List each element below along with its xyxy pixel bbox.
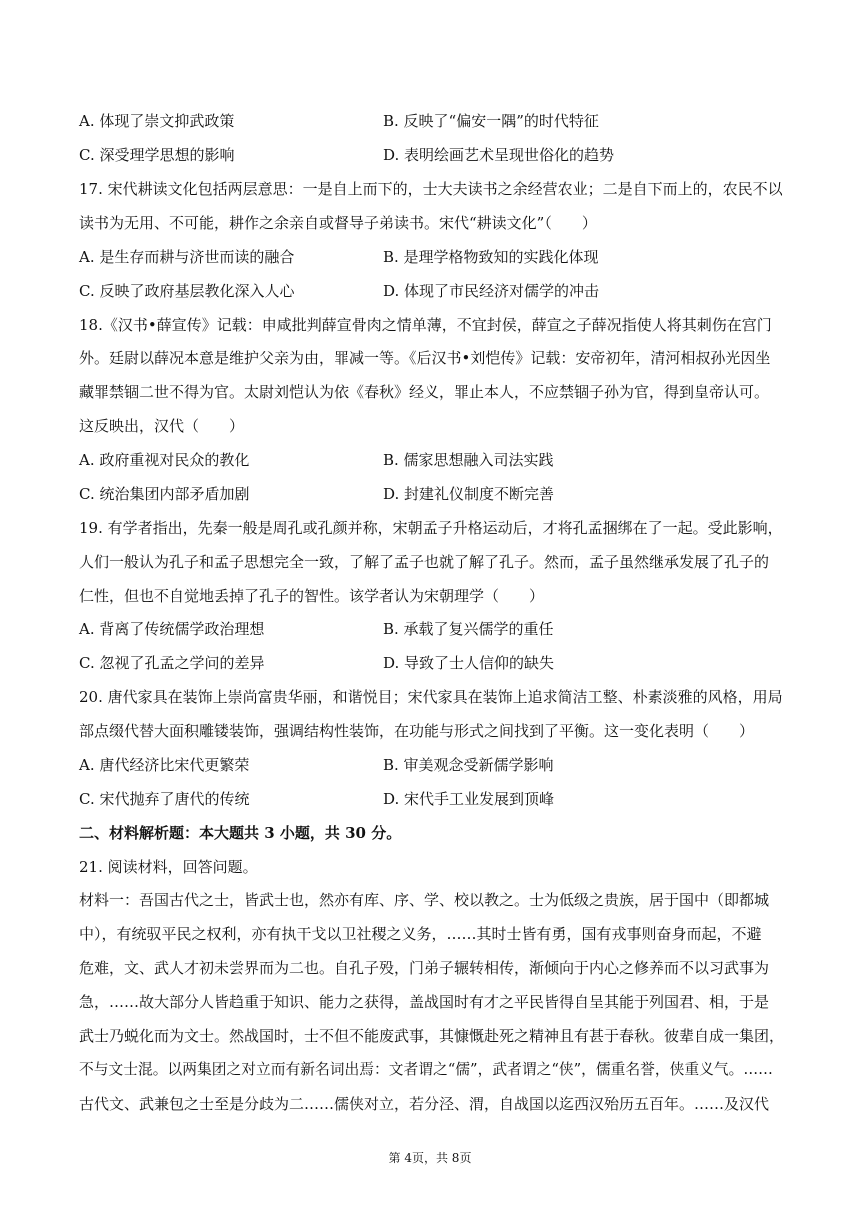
q21-material-line: 材料一：吾国古代之士，皆武士也，然亦有库、序、学、校以教之。士为低级之贵族，居于国中（即都城 xyxy=(79,891,770,909)
q19-option-row-1 xyxy=(79,619,784,639)
q18-option-a: A. 政府重视对民众的教化 xyxy=(79,451,250,469)
q21-material-line: 不与文士混。以两集团之对立而有新名词出焉：文者谓之“儒”，武者谓之“侠”，儒重名誉，侠重义气。…… xyxy=(79,1061,773,1078)
q20-option-a: A. 唐代经济比宋代更繁荣 xyxy=(79,756,250,774)
q20-option-d: D. 宋代手工业发展到顶峰 xyxy=(383,790,555,808)
q17-option-row-1 xyxy=(79,247,784,267)
page-number-footer: 第 4页，共 8页 xyxy=(388,1151,472,1165)
q16-option-a: A. 体现了崇文抑武政策 xyxy=(79,112,235,130)
q17-option-row-2 xyxy=(79,281,784,301)
q17-stem-line: 17. 宋代耕读文化包括两层意思：一是自上而下的，士大夫读书之余经营农业；二是自下而上的，农民不以 xyxy=(79,180,783,198)
q18-option-c: C. 统治集团内部矛盾加剧 xyxy=(79,485,250,503)
q17-option-a: A. 是生存而耕与济世而读的融合 xyxy=(79,248,295,266)
q21-material-line: 危难，文、武人才初未尝界而为二也。自孔子殁，门弟子辗转相传，渐倾向于内心之修养而不以习武事为 xyxy=(79,959,770,977)
q19-option-b: B. 承载了复兴儒学的重任 xyxy=(383,620,554,638)
q19-option-a: A. 背离了传统儒学政治理想 xyxy=(79,620,265,638)
q19-option-d: D. 导致了士人信仰的缺失 xyxy=(383,654,555,672)
q19-option-row-2 xyxy=(79,653,784,673)
q18-option-d: D. 封建礼仪制度不断完善 xyxy=(383,485,555,503)
q20-stem-line: 20. 唐代家具在装饰上崇尚富贵华丽，和谐悦目；宋代家具在装饰上追求简洁工整、朴素淡雅的风格，用局 xyxy=(79,688,783,706)
q21-intro: 21. 阅读材料，回答问题。 xyxy=(79,858,258,876)
q19-stem-line: 19. 有学者指出，先秦一般是周孔或孔颜并称，宋朝孟子升格运动后，才将孔孟捆绑在了一起。受此影响， xyxy=(79,519,783,537)
q21-material-line: 武士乃蜕化而为文士。然战国时，士不但不能废武事，其慷慨赴死之精神且有甚于春秋。彼辈自成一集团， xyxy=(79,1027,784,1045)
q18-stem-line: 这反映出，汉代（ ） xyxy=(79,417,245,435)
q16-option-row-2 xyxy=(79,145,784,165)
q20-option-row-1 xyxy=(79,755,784,775)
q19-option-c: C. 忽视了孔孟之学问的差异 xyxy=(79,654,265,672)
q19-stem-line: 人们一般认为孔子和孟子思想完全一致，了解了孟子也就了解了孔子。然而，孟子虽然继承发展了孔子的 xyxy=(79,553,770,571)
q21-material-line: 急，……故大部分人皆趋重于知识、能力之获得，盖战国时有才之平民皆得自呈其能于列国君、相，于是 xyxy=(79,993,770,1011)
q17-stem-line: 读书为无用、不可能，耕作之余亲自或督导子弟读书。宋代“耕读文化”（ ） xyxy=(79,214,597,232)
q16-option-c: C. 深受理学思想的影响 xyxy=(79,146,235,164)
q18-stem-line: 18.《汉书•薛宣传》记载：申咸批判薛宣骨肉之情单薄，不宜封侯，薛宣之子薛况指使人将其刺伤在宫门 xyxy=(79,316,772,334)
q18-option-row-2 xyxy=(79,484,784,504)
q21-material-line: 中），有统驭平民之权利，亦有执干戈以卫社稷之义务，……其时士皆有勇，国有戎事则奋身而起，不避 xyxy=(79,925,762,943)
q20-option-b: B. 审美观念受新儒学影响 xyxy=(383,756,554,774)
q18-option-row-1 xyxy=(79,450,784,470)
section-heading: 二、材料解析题：本大题共 3 小题，共 30 分。 xyxy=(79,824,402,842)
q20-option-row-2 xyxy=(79,789,784,809)
q16-option-b: B. 反映了“偏安一隅”的时代特征 xyxy=(383,112,599,130)
q18-option-b: B. 儒家思想融入司法实践 xyxy=(383,451,554,469)
q18-stem-line: 外。廷尉以薛况本意是维护父亲为由，罪减一等。《后汉书•刘恺传》记载：安帝初年，清河相叔孙光因坐 xyxy=(79,349,771,367)
q20-option-c: C. 宋代抛弃了唐代的传统 xyxy=(79,790,250,808)
q16-option-d: D. 表明绘画艺术呈现世俗化的趋势 xyxy=(383,146,615,164)
q17-option-c: C. 反映了政府基层教化深入人心 xyxy=(79,282,295,300)
q17-option-d: D. 体现了市民经济对儒学的冲击 xyxy=(383,282,600,300)
q19-stem-line: 仁性，但也不自觉地丢掉了孔子的智性。该学者认为宋朝理学（ ） xyxy=(79,587,545,605)
q16-option-row-1 xyxy=(79,111,784,131)
q21-material-line: 古代文、武兼包之士至是分歧为二……儒侠对立，若分泾、渭，自战国以迄西汉殆历五百年。……及汉代 xyxy=(79,1095,770,1113)
q18-stem-line: 藏罪禁锢二世不得为官。太尉刘恺认为依《春秋》经义，罪止本人，不应禁锢子孙为官，得到皇帝认可。 xyxy=(79,383,770,401)
q20-stem-line: 部点缀代替大面积雕镂装饰，强调结构性装饰，在功能与形式之间找到了平衡。这一变化表明（ ） xyxy=(79,722,755,740)
q17-option-b: B. 是理学格物致知的实践化体现 xyxy=(383,248,599,266)
